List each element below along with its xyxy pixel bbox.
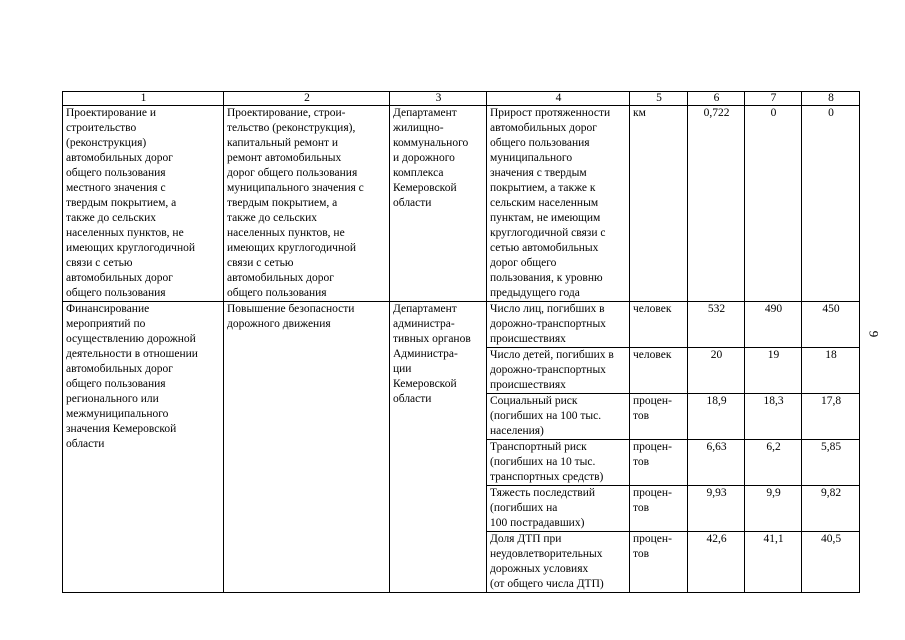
- header-cell: 5: [630, 92, 688, 106]
- header-cell: 3: [390, 92, 487, 106]
- header-cell: 6: [688, 92, 745, 106]
- value-cell: 9,82: [802, 486, 860, 532]
- value-cell: 0: [802, 106, 860, 302]
- unit-cell: человек: [630, 302, 688, 348]
- unit-cell: человек: [630, 348, 688, 394]
- indicator-cell: Транспортный риск (погибших на 10 тыс. транспортных средств): [487, 440, 630, 486]
- value-cell: 490: [745, 302, 802, 348]
- header-row: [63, 92, 860, 106]
- program-table: [62, 91, 860, 593]
- unit-cell: процен- тов: [630, 394, 688, 440]
- unit-cell: процен- тов: [630, 532, 688, 593]
- value-cell: 6,2: [745, 440, 802, 486]
- value-cell: 9,9: [745, 486, 802, 532]
- value-cell: 0: [745, 106, 802, 302]
- indicator-cell: Социальный риск (погибших на 100 тыс. населения): [487, 394, 630, 440]
- value-cell: 532: [688, 302, 745, 348]
- value-cell: 9,93: [688, 486, 745, 532]
- indicator-cell: Тяжесть последствий (погибших на 100 пострадавших): [487, 486, 630, 532]
- unit-cell: процен- тов: [630, 486, 688, 532]
- value-cell: 18,3: [745, 394, 802, 440]
- value-cell: 40,5: [802, 532, 860, 593]
- header-cell: 8: [802, 92, 860, 106]
- department-cell: Департамент администра- тивных органов Администра- ции Кемеровской области: [390, 302, 487, 593]
- header-cell: 1: [63, 92, 224, 106]
- indicator-cell: Число детей, погибших в дорожно-транспортных происшествиях: [487, 348, 630, 394]
- value-cell: 42,6: [688, 532, 745, 593]
- department-cell: Департамент жилищно- коммунального и дорожного комплекса Кемеровской области: [390, 106, 487, 302]
- goal-cell: Финансирование мероприятий по осуществлению дорожной деятельности в отношении автомобильных дорог общего пользования регионального или межмуниципального значения Кемеровской области: [63, 302, 224, 593]
- value-cell: 19: [745, 348, 802, 394]
- value-cell: 17,8: [802, 394, 860, 440]
- value-cell: 18: [802, 348, 860, 394]
- value-cell: 6,63: [688, 440, 745, 486]
- header-cell: 4: [487, 92, 630, 106]
- indicator-cell: Доля ДТП при неудовлетворительных дорожных условиях (от общего числа ДТП): [487, 532, 630, 593]
- value-cell: 5,85: [802, 440, 860, 486]
- header-cell: 7: [745, 92, 802, 106]
- page-number: 9: [866, 330, 882, 338]
- header-cell: 2: [224, 92, 390, 106]
- table-row: [63, 302, 860, 348]
- indicator-cell: Прирост протяженности автомобильных дорог общего пользования муниципального значения с твердым покрытием, а также к сельским населенным пунктам, не имеющим круглогодичной связи с сетью автомобильных дорог общего пользования, к уровню предыдущего года: [487, 106, 630, 302]
- value-cell: 18,9: [688, 394, 745, 440]
- unit-cell: км: [630, 106, 688, 302]
- task-cell: Повышение безопасности дорожного движения: [224, 302, 390, 593]
- indicator-cell: Число лиц, погибших в дорожно-транспортных происшествиях: [487, 302, 630, 348]
- value-cell: 20: [688, 348, 745, 394]
- value-cell: 41,1: [745, 532, 802, 593]
- value-cell: 450: [802, 302, 860, 348]
- table-row: [63, 106, 860, 302]
- unit-cell: процен- тов: [630, 440, 688, 486]
- goal-cell: Проектирование и строительство (реконструкция) автомобильных дорог общего пользования местного значения с твердым покрытием, а также до сельских населенных пунктов, не имеющих круглогодичной связи с сетью автомобильных дорог общего пользования: [63, 106, 224, 302]
- task-cell: Проектирование, строи- тельство (реконструкция), капитальный ремонт и ремонт автомобильных дорог общего пользования муниципального значения с твердым покрытием, а также до сельских населенных пунктов, не имеющих круглогодичной связи с сетью автомобильных дорог общего пользования: [224, 106, 390, 302]
- value-cell: 0,722: [688, 106, 745, 302]
